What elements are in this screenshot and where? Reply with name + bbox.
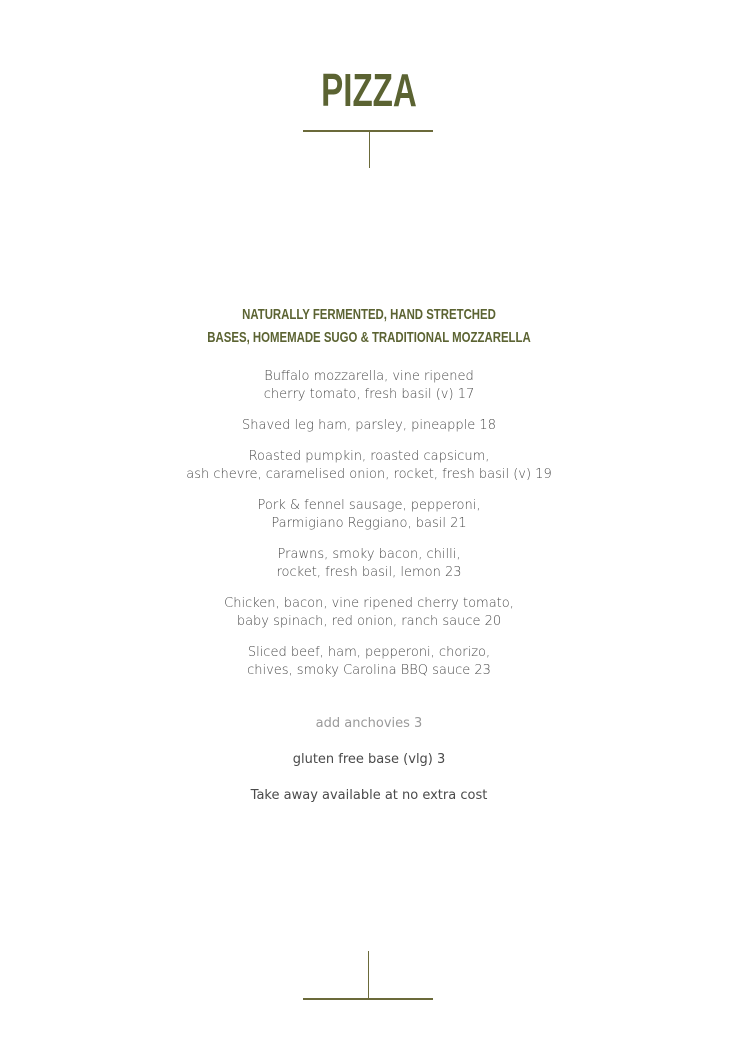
menu-items (0, 368, 738, 693)
menu-item-line: Roasted pumpkin, roasted capsicum, (248, 449, 490, 464)
takeaway-note: Take away available at no extra cost (250, 788, 488, 803)
menu-item (0, 595, 738, 631)
menu-item-line: ash chevre, caramelised onion, rocket, fresh basil (v) 19 (186, 467, 552, 482)
extra-gluten-free-base: gluten free base (vlg) 3 (292, 752, 446, 767)
menu-item-line: Sliced beef, ham, pepperoni, chorizo, (247, 645, 491, 660)
menu-item (0, 546, 738, 582)
subtitle-line-2: BASES, HOMEMADE SUGO & TRADITIONAL MOZZARELLA (207, 329, 531, 346)
menu-item-line: chives, smoky Carolina BBQ sauce 23 (247, 663, 491, 678)
menu-item-line: Prawns, smoky bacon, chilli, (277, 547, 461, 562)
menu-item-line: Buffalo mozzarella, vine ripened (264, 369, 474, 384)
menu-item-line: Pork & fennel sausage, pepperoni, (257, 498, 481, 513)
menu-item-line: Parmigiano Reggiano, basil 21 (271, 516, 467, 531)
menu-item (0, 368, 738, 404)
bottom-divider-vertical (368, 951, 370, 999)
menu-item-line: baby spinach, red onion, ranch sauce 20 (236, 614, 502, 629)
page-title: PIZZA (321, 64, 417, 116)
menu-item (0, 497, 738, 533)
extra-anchovies: add anchovies 3 (315, 716, 423, 731)
menu-item-line: rocket, fresh basil, lemon 23 (276, 565, 462, 580)
menu-item-line: Chicken, bacon, vine ripened cherry tomato, (224, 596, 514, 611)
menu-item (0, 644, 738, 680)
subtitle-line-1: NATURALLY FERMENTED, HAND STRETCHED (242, 306, 496, 323)
menu-item (0, 448, 738, 484)
menu-item (0, 417, 738, 435)
bottom-divider-horizontal (303, 998, 433, 1000)
menu-item-line: Shaved leg ham, parsley, pineapple 18 (242, 418, 496, 433)
top-divider-vertical (369, 130, 371, 168)
menu-item-line: cherry tomato, fresh basil (v) 17 (263, 387, 475, 402)
